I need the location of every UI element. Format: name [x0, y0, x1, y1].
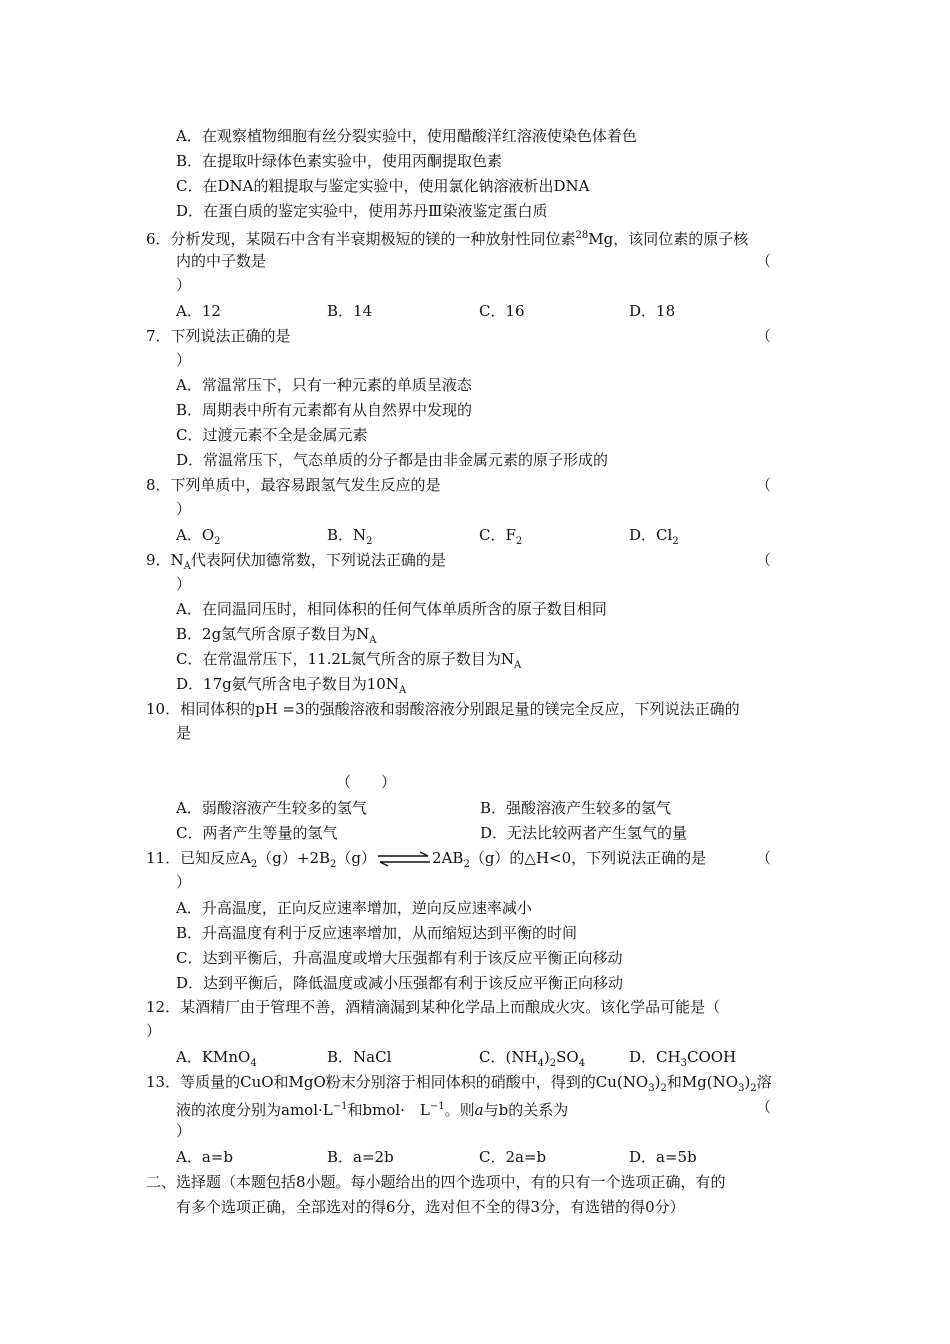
q5-option-d: D．在蛋白质的鉴定实验中，使用苏丹Ⅲ染液鉴定蛋白质 — [176, 202, 548, 220]
q11-answer-paren-open: （ — [756, 849, 772, 867]
q5-option-b: B．在提取叶绿体色素实验中，使用丙酮提取色素 — [176, 152, 503, 170]
q10-stem-line2: 是 — [176, 724, 192, 742]
q10-option-b: B．强酸溶液产生较多的氢气 — [480, 799, 672, 817]
q6-option-a: A．12 — [176, 302, 221, 320]
q6-option-c: C．16 — [479, 302, 525, 320]
q7-stem: 7．下列说法正确的是 — [146, 327, 291, 345]
q13-stem-line2: 液的浓度分别为$amol\cdot L^{-1}$和bmol· $L^{-1}$。则a与b的关系为 — [176, 1101, 569, 1119]
q12-option-c: C．$(NH_4)_2SO_4$ — [479, 1048, 586, 1069]
q10-stem-line1: 10．相同体积的pH =3的强酸溶液和弱酸溶液分别跟足量的镁完全反应，下列说法正确的 — [146, 700, 740, 718]
q7-option-c: C．过渡元素不全是金属元素 — [176, 426, 368, 444]
q7-option-b: B．周期表中所有元素都有从自然界中发现的 — [176, 401, 473, 419]
q9-option-a: A．在同温同压时，相同体积的任何气体单质所含的原子数目相同 — [176, 600, 607, 618]
q8-stem: 8．下列单质中，最容易跟氢气发生反应的是 — [146, 476, 441, 494]
q10-option-c: C．两者产生等量的氢气 — [176, 824, 338, 842]
q7-answer-paren-open: （ — [756, 327, 772, 345]
q6-stem-line2: 内的中子数是 — [176, 252, 267, 270]
q6-answer-paren-open: （ — [756, 252, 772, 270]
q8-option-b: B．$N_2$ — [327, 526, 373, 547]
q13-option-b: B．a=2b — [327, 1148, 394, 1166]
q5-option-a: A．在观察植物细胞有丝分裂实验中，使用醋酸洋红溶液使染色体着色 — [176, 127, 637, 145]
q9-stem: 9．$N_A$代表阿伏加德常数，下列说法正确的是 — [146, 551, 446, 572]
q12-option-a: A．KMnO$_4$ — [176, 1048, 257, 1069]
q10-option-a: A．弱酸溶液产生较多的氢气 — [176, 799, 367, 817]
q7-option-a: A．常温常压下，只有一种元素的单质呈液态 — [176, 376, 472, 394]
q13-option-a: A．a=b — [176, 1148, 233, 1166]
q8-option-c: C．$F_2$ — [479, 526, 523, 547]
q7-answer-paren-close: ） — [176, 351, 192, 369]
q12-option-d: D．$CH_3COOH$ — [629, 1048, 737, 1069]
section2-heading-line2: 有多个选项正确，全部选对的得6分，选对但不全的得3分，有选错的得0分） — [176, 1198, 685, 1216]
q9-answer-paren-close: ） — [176, 575, 192, 593]
q12-answer-paren-close: ） — [146, 1022, 162, 1040]
q10-answer-paren: （ ） — [336, 773, 397, 791]
q8-answer-paren-close: ） — [176, 500, 192, 518]
q6-answer-paren-close: ） — [176, 276, 192, 294]
q6-stem-line1: 6．分析发现，某陨石中含有半衰期极短的镁的一种放射性同位素$^{28}$Mg，该同位素的原子核 — [146, 230, 749, 248]
q6-option-d: D．18 — [629, 302, 676, 320]
q9-option-b: B．2g氢气所含原子数目为$N_A$ — [176, 625, 377, 646]
q12-option-b: B．NaCl — [327, 1048, 392, 1066]
q11-answer-paren-close: ） — [176, 873, 192, 891]
q11-stem: 11．已知反应$A_2(g)+2B_2(g)$ $2AB_2(g)$的△H<0，下列说法正确的是 — [146, 849, 707, 870]
q13-option-d: D．a=5b — [629, 1148, 697, 1166]
q8-option-a: A．$O_2$ — [176, 526, 221, 547]
q8-option-d: D．$Cl_2$ — [629, 526, 679, 547]
q11-option-b: B．升高温度有利于反应速率增加，从而缩短达到平衡的时间 — [176, 924, 578, 942]
q13-answer-paren-close: ） — [176, 1122, 192, 1140]
q9-answer-paren-open: （ — [756, 551, 772, 569]
q12-stem-line1: 12．某酒精厂由于管理不善，酒精滴漏到某种化学品上而酿成火灾。该化学品可能是（ — [146, 998, 721, 1016]
q6-option-b: B．14 — [327, 302, 373, 320]
q11-option-a: A．升高温度，正向反应速率增加，逆向反应速率减小 — [176, 899, 532, 917]
q5-option-c: C．在DNA的粗提取与鉴定实验中，使用氯化钠溶液析出DNA — [176, 177, 590, 195]
q11-option-c: C．达到平衡后，升高温度或增大压强都有利于该反应平衡正向移动 — [176, 949, 623, 967]
q11-option-d: D．达到平衡后，降低温度或减小压强都有利于该反应平衡正向移动 — [176, 974, 624, 992]
q13-answer-paren-open: （ — [756, 1098, 772, 1116]
q8-answer-paren-open: （ — [756, 476, 772, 494]
q7-option-d: D．常温常压下，气态单质的分子都是由非金属元素的原子形成的 — [176, 451, 609, 469]
q10-option-d: D．无法比较两者产生氢气的量 — [480, 824, 688, 842]
q9-option-d: D．17g氨气所含电子数目为$10N_A$ — [176, 675, 407, 696]
section2-heading-line1: 二、选择题（本题包括8小题。每小题给出的四个选项中，有的只有一个选项正确，有的 — [146, 1173, 726, 1191]
q13-stem-line1: 13．等质量的CuO和MgO粉末分别溶于相同体积的硝酸中，得到的$Cu(NO_3)_2$和$Mg(NO_3)_2$溶 — [146, 1073, 772, 1094]
q9-option-c: C．在常温常压下，11.2L氮气所含的原子数目为$N_A$ — [176, 650, 522, 671]
q13-option-c: C．2a=b — [479, 1148, 547, 1166]
equilibrium-arrow-icon — [378, 851, 430, 867]
